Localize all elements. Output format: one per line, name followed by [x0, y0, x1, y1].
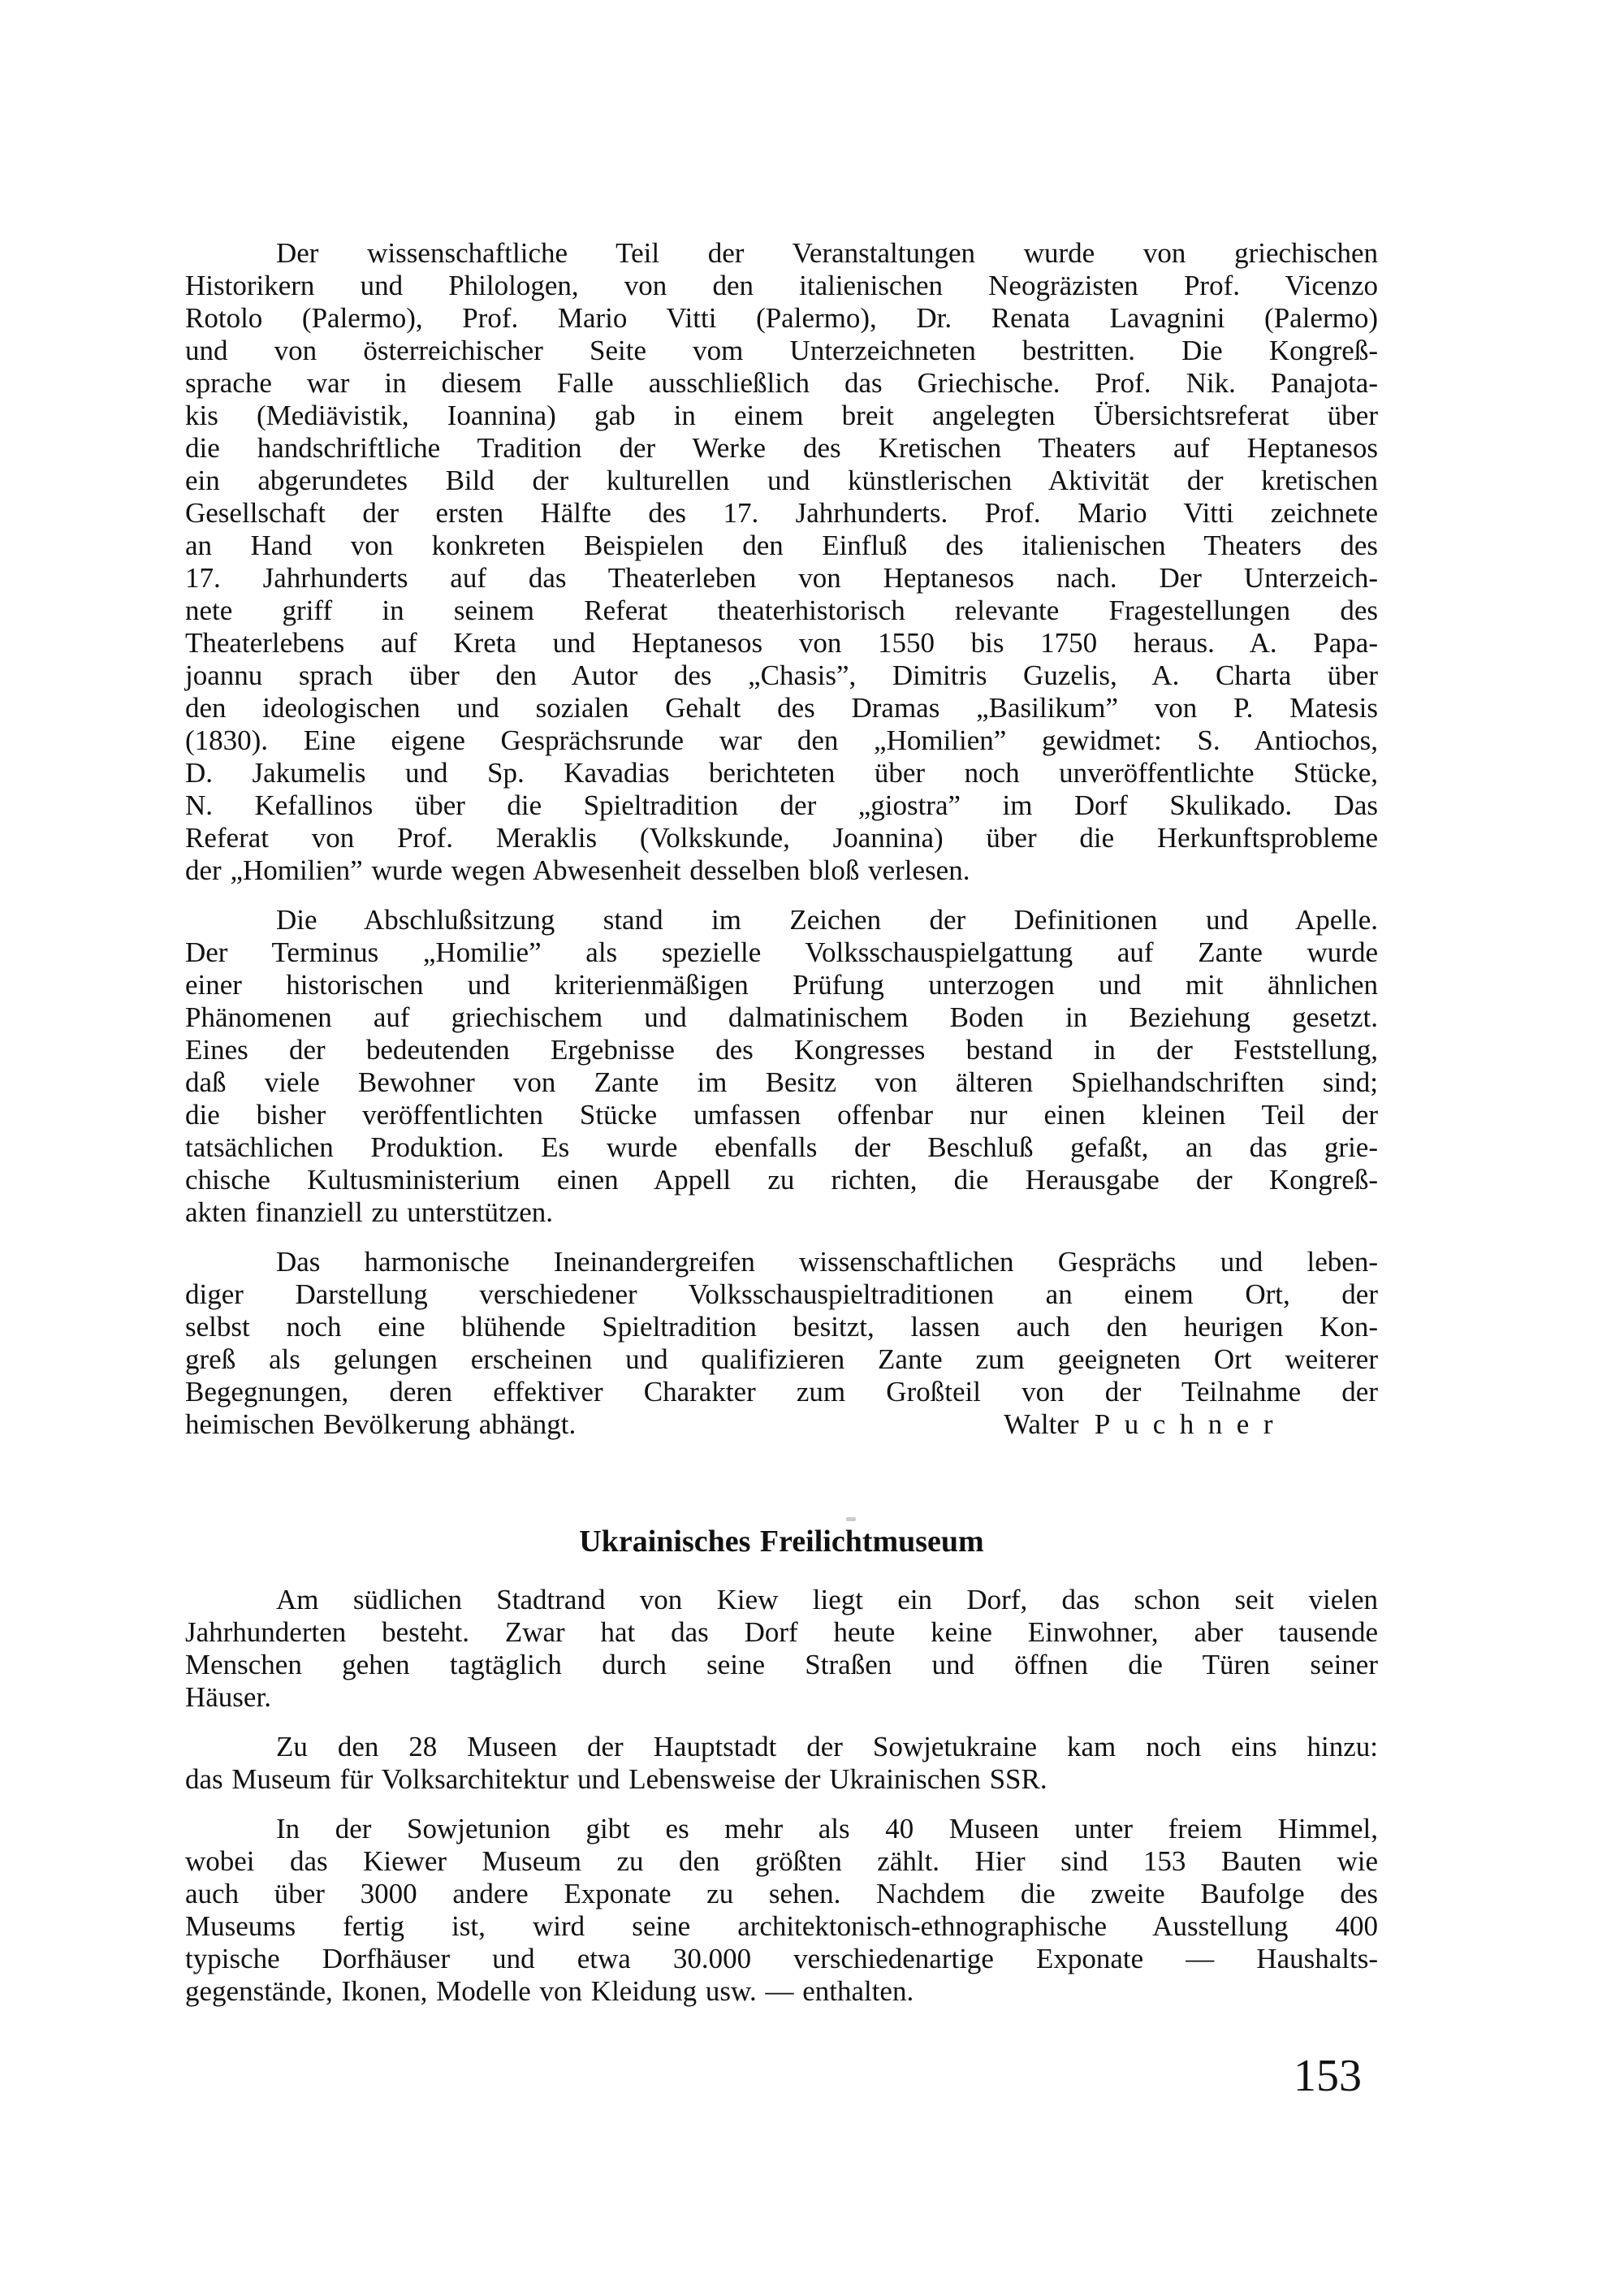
- text-line: nete griff in seinem Referat theaterhistorisch relevante Fragestellungen des: [185, 595, 1378, 626]
- text-line: der „Homilien” wurde wegen Abwesenheit desselben bloß verlesen.: [185, 854, 970, 886]
- scan-artifact-speck: [846, 1517, 856, 1521]
- author-first-name: Walter: [1004, 1408, 1079, 1440]
- text-line: die handschriftliche Tradition der Werke des Kretischen Theaters auf Heptanesos: [185, 432, 1378, 464]
- page-text-block: [185, 237, 1378, 2008]
- text-line: Museums fertig ist, wird seine architektonisch-ethnographische Ausstellung 400: [185, 1910, 1378, 1942]
- text-line: diger Darstellung verschiedener Volksschauspieltraditionen an einem Ort, der: [185, 1278, 1378, 1310]
- page-number: 153: [1294, 2051, 1362, 2101]
- text-line: einer historischen und kriterienmäßigen Prüfung unterzogen und mit ähnlichen: [185, 969, 1378, 1001]
- text-line: den ideologischen und sozialen Gehalt des Dramas „Basilikum” von P. Matesis: [185, 692, 1378, 724]
- museum-article-section: [185, 1524, 1378, 2008]
- paragraph: [185, 1813, 1378, 2008]
- text-line: Am südlichen Stadtrand von Kiew liegt ein Dorf, das schon seit vielen: [276, 1584, 1378, 1615]
- text-line: die bisher veröffentlichten Stücke umfassen offenbar nur einen kleinen Teil der: [185, 1099, 1378, 1131]
- closing-text: heimischen Bevölkerung abhängt.: [185, 1408, 577, 1440]
- text-line: greß als gelungen erscheinen und qualifizieren Zante zum geeigneten Ort weiterer: [185, 1343, 1378, 1375]
- text-line: Phänomenen auf griechischem und dalmatinischem Boden in Beziehung gesetzt.: [185, 1001, 1378, 1033]
- text-line: tatsächlichen Produktion. Es wurde ebenfalls der Beschluß gefaßt, an das grie-: [185, 1131, 1378, 1163]
- text-line: [185, 1408, 1378, 1441]
- text-line: ein abgerundetes Bild der kulturellen und künstlerischen Aktivität der kretischen: [185, 465, 1378, 496]
- text-line: sprache war in diesem Falle ausschließlich das Griechische. Prof. Nik. Panajota-: [185, 367, 1378, 399]
- text-line: gegenstände, Ikonen, Modelle von Kleidung usw. — enthalten.: [185, 1975, 914, 2007]
- text-line: an Hand von konkreten Beispielen den Einfluß des italienischen Theaters des: [185, 530, 1378, 561]
- text-line: Jahrhunderten besteht. Zwar hat das Dorf heute keine Einwohner, aber tausende: [185, 1616, 1378, 1648]
- author-last-name: Puchner: [1094, 1408, 1287, 1440]
- article-heading: Ukrainisches Freilichtmuseum: [579, 1524, 984, 1559]
- paragraph: [185, 1731, 1378, 1796]
- congress-report-section: [185, 237, 1378, 1441]
- text-line: 17. Jahrhunderts auf das Theaterleben von Heptanesos nach. Der Unterzeich-: [185, 562, 1378, 594]
- text-line: kis (Mediävistik, Ioannina) gab in einem breit angelegten Übersichtsreferat über: [185, 400, 1378, 431]
- text-line: N. Kefallinos über die Spieltradition der „giostra” im Dorf Skulikado. Das: [185, 789, 1378, 821]
- text-line: Begegnungen, deren effektiver Charakter zum Großteil von der Teilnahme der: [185, 1376, 1378, 1408]
- paragraph: [185, 904, 1378, 1229]
- text-line: daß viele Bewohner von Zante im Besitz von älteren Spielhandschriften sind;: [185, 1066, 1378, 1098]
- text-line: Häuser.: [185, 1681, 271, 1713]
- text-line: selbst noch eine blühende Spieltradition besitzt, lassen auch den heurigen Kon-: [185, 1311, 1378, 1343]
- text-line: Der Terminus „Homilie” als spezielle Volksschauspielgattung auf Zante wurde: [185, 936, 1378, 968]
- text-line: Menschen gehen tagtäglich durch seine Straßen und öffnen die Türen seiner: [185, 1649, 1378, 1680]
- paragraph: [185, 237, 1378, 887]
- text-line: und von österreichischer Seite vom Unterzeichneten bestritten. Die Kongreß-: [185, 335, 1378, 366]
- text-line: Zu den 28 Museen der Hauptstadt der Sowjetukraine kam noch eins hinzu:: [276, 1731, 1378, 1762]
- text-line: Die Abschlußsitzung stand im Zeichen der Definitionen und Apelle.: [276, 904, 1378, 936]
- text-line: Gesellschaft der ersten Hälfte des 17. Jahrhunderts. Prof. Mario Vitti zeichnete: [185, 497, 1378, 529]
- text-line: Das harmonische Ineinandergreifen wissenschaftlichen Gesprächs und leben-: [276, 1246, 1378, 1278]
- text-line: Eines der bedeutenden Ergebnisse des Kongresses bestand in der Feststellung,: [185, 1034, 1378, 1066]
- text-line: (1830). Eine eigene Gesprächsrunde war den „Homilien” gewidmet: S. Antiochos,: [185, 724, 1378, 756]
- text-line: chische Kultusministerium einen Appell zu richten, die Herausgabe der Kongreß-: [185, 1164, 1378, 1196]
- paragraph: [185, 1584, 1378, 1714]
- text-line: Historikern und Philologen, von den italienischen Neogräzisten Prof. Vicenzo: [185, 270, 1378, 301]
- text-line: In der Sowjetunion gibt es mehr als 40 Museen unter freiem Himmel,: [276, 1813, 1378, 1844]
- text-line: D. Jakumelis und Sp. Kavadias berichteten über noch unveröffentlichte Stücke,: [185, 757, 1378, 789]
- text-line: akten finanziell zu unterstützen.: [185, 1196, 554, 1228]
- text-line: das Museum für Volksarchitektur und Lebensweise der Ukrainischen SSR.: [185, 1763, 1047, 1795]
- text-line: Der wissenschaftliche Teil der Veranstaltungen wurde von griechischen: [276, 237, 1378, 269]
- text-line: Referat von Prof. Meraklis (Volkskunde, Joannina) über die Herkunftsprobleme: [185, 822, 1378, 854]
- text-line: joannu sprach über den Autor des „Chasis”, Dimitris Guzelis, A. Charta über: [185, 659, 1378, 691]
- text-line: typische Dorfhäuser und etwa 30.000 verschiedenartige Exponate — Haushalts-: [185, 1943, 1378, 1974]
- text-line: wobei das Kiewer Museum zu den größten zählt. Hier sind 153 Bauten wie: [185, 1845, 1378, 1877]
- paragraph: [185, 1246, 1378, 1441]
- author-signature: [1004, 1408, 1287, 1441]
- text-line: Theaterlebens auf Kreta und Heptanesos von 1550 bis 1750 heraus. A. Papa-: [185, 627, 1378, 659]
- text-line: Rotolo (Palermo), Prof. Mario Vitti (Palermo), Dr. Renata Lavagnini (Palermo): [185, 302, 1378, 334]
- text-line: auch über 3000 andere Exponate zu sehen. Nachdem die zweite Baufolge des: [185, 1878, 1378, 1909]
